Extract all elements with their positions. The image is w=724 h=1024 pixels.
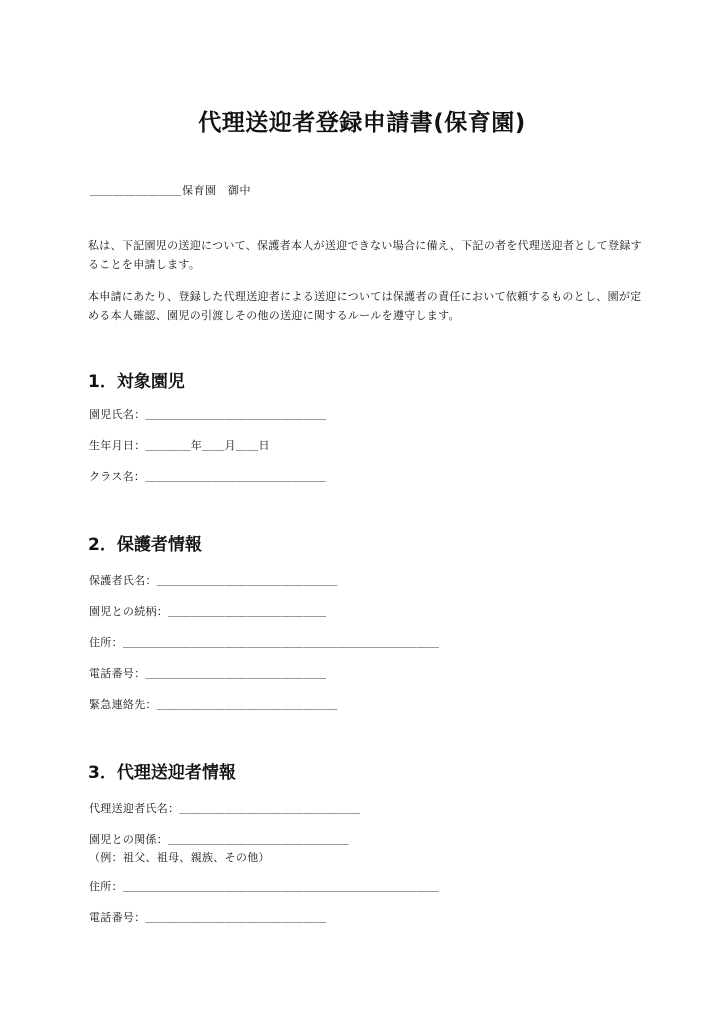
addressee-line: ＿＿＿＿＿＿＿＿保育園 御中 — [90, 184, 251, 197]
proxy-address-field: 住所：＿＿＿＿＿＿＿＿＿＿＿＿＿＿＿＿＿＿＿＿＿＿＿＿＿＿＿＿ — [89, 880, 440, 893]
proxy-phone-field: 電話番号：＿＿＿＿＿＿＿＿＿＿＿＿＿＿＿＿ — [89, 911, 327, 924]
agreement-paragraph: 本申請にあたり、登録した代理送迎者による送迎については保護者の責任において依頼するものとし、園が定める本人確認、園児の引渡しその他の送迎に関するルールを遵守します。 — [88, 290, 642, 322]
section-heading-child: 1．対象園児 — [88, 372, 185, 392]
section-heading-guardian: 2．保護者情報 — [88, 535, 202, 555]
document-title: 代理送迎者登録申請書(保育園) — [198, 110, 526, 136]
guardian-phone-field: 電話番号：＿＿＿＿＿＿＿＿＿＿＿＿＿＿＿＿ — [89, 667, 327, 680]
child-birthdate-field: 生年月日：＿＿＿＿年＿＿月＿＿日 — [89, 439, 270, 452]
proxy-relationship-field: 園児との関係：＿＿＿＿＿＿＿＿＿＿＿＿＿＿＿＿ — [89, 833, 349, 846]
guardian-address-field: 住所：＿＿＿＿＿＿＿＿＿＿＿＿＿＿＿＿＿＿＿＿＿＿＿＿＿＿＿＿ — [89, 636, 440, 649]
section-heading-proxy: 3．代理送迎者情報 — [88, 763, 236, 783]
intro-paragraph: 私は、下記園児の送迎について、保護者本人が送迎できない場合に備え、下記の者を代理送迎者として登録することを申請します。 — [88, 239, 642, 271]
relationship-example-note: （例：祖父、祖母、親族、その他） — [89, 851, 270, 864]
proxy-name-field: 代理送迎者氏名：＿＿＿＿＿＿＿＿＿＿＿＿＿＿＿＿ — [89, 802, 361, 815]
class-name-field: クラス名：＿＿＿＿＿＿＿＿＿＿＿＿＿＿＿＿ — [89, 470, 326, 483]
guardian-name-field: 保護者氏名：＿＿＿＿＿＿＿＿＿＿＿＿＿＿＿＿ — [89, 574, 338, 587]
relationship-field: 園児との続柄：＿＿＿＿＿＿＿＿＿＿＿＿＿＿ — [89, 605, 327, 618]
emergency-contact-field: 緊急連絡先：＿＿＿＿＿＿＿＿＿＿＿＿＿＿＿＿ — [89, 698, 338, 711]
child-name-field: 園児氏名：＿＿＿＿＿＿＿＿＿＿＿＿＿＿＿＿ — [89, 408, 327, 421]
